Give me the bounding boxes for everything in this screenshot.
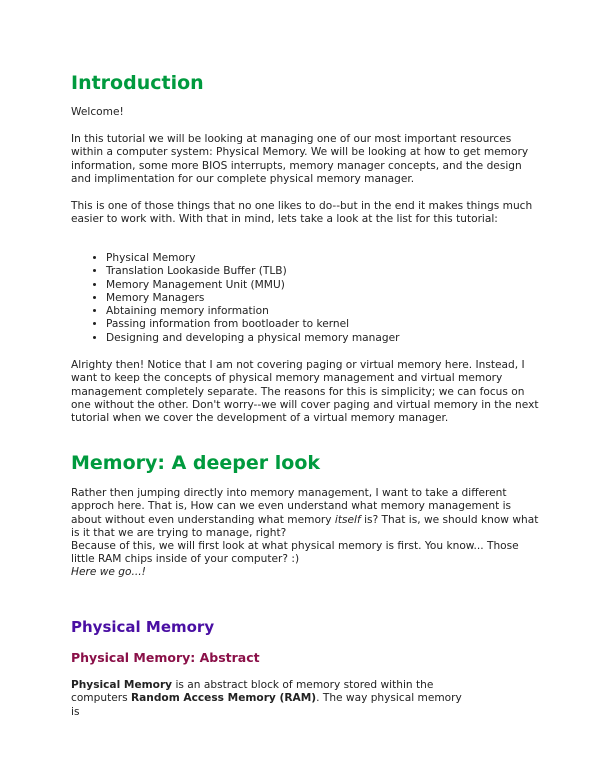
list-item: • Passing information from bootloader to kernel — [106, 318, 546, 331]
deeper-paragraph-3: Here we go...! — [71, 566, 146, 578]
list-item: • Abtaining memory information — [106, 305, 546, 318]
list-item: • Translation Lookaside Buffer (TLB) — [106, 265, 546, 278]
emphasis: itself — [334, 513, 361, 526]
list-item: • Designing and developing a physical memory manager — [106, 332, 546, 345]
heading-physical-memory: Physical Memory — [71, 618, 215, 636]
text: is? That is, we should know what is it that we are trying to manage, right? — [71, 513, 539, 539]
intro-paragraph-2: This is one of those things that no one likes to do--but in the end it makes things much easier to work with. With that in mind, lets take a look at the list for this tutorial: — [71, 200, 533, 226]
heading-deeper-look: Memory: A deeper look — [71, 452, 321, 474]
heading-physical-memory-abstract: Physical Memory: Abstract — [71, 650, 260, 665]
intro-paragraph-1: In this tutorial we will be looking at managing one of our most important resources within a computer system: Physical Memory. We will be looking at how to get memory information, some more BIOS interrupts, memory manager concepts, and the design and implimentation for our complete physical memory manager. — [71, 133, 529, 185]
bold-term: Physical Memory — [71, 679, 173, 691]
deeper-paragraph-2: Because of this, we will first look at what physical memory is first. You know... Those little RAM chips inside of your computer? :) — [71, 540, 519, 566]
list-item: • Physical Memory — [106, 252, 546, 265]
heading-introduction: Introduction — [71, 72, 204, 94]
physical-paragraph — [71, 679, 471, 719]
text: . The way physical memory is — [71, 692, 462, 718]
deeper-paragraph-1 — [71, 487, 539, 540]
text: is an abstract block of memory stored within the computers — [71, 679, 434, 705]
bold-term: Random Access Memory (RAM) — [130, 692, 317, 705]
text: Rather then jumping directly into memory management, I want to take a different approch here. That is, How can we even understand what memory management is about without even understanding what memory — [71, 487, 512, 526]
welcome-text: Welcome! — [71, 106, 124, 118]
list-item: • Memory Managers — [106, 292, 546, 305]
topic-list — [71, 252, 546, 345]
intro-paragraph-3: Alrighty then! Notice that I am not covering paging or virtual memory here. Instead, I want to keep the concepts of physical memory management and virtual memory management completely separate. The reasons for this is simplicity; we can focus on one without the other. Don't worry--we will cover paging and virtual memory in the next tutorial when we cover the development of a virtual memory manager. — [71, 359, 539, 425]
list-item: • Memory Management Unit (MMU) — [106, 279, 546, 292]
